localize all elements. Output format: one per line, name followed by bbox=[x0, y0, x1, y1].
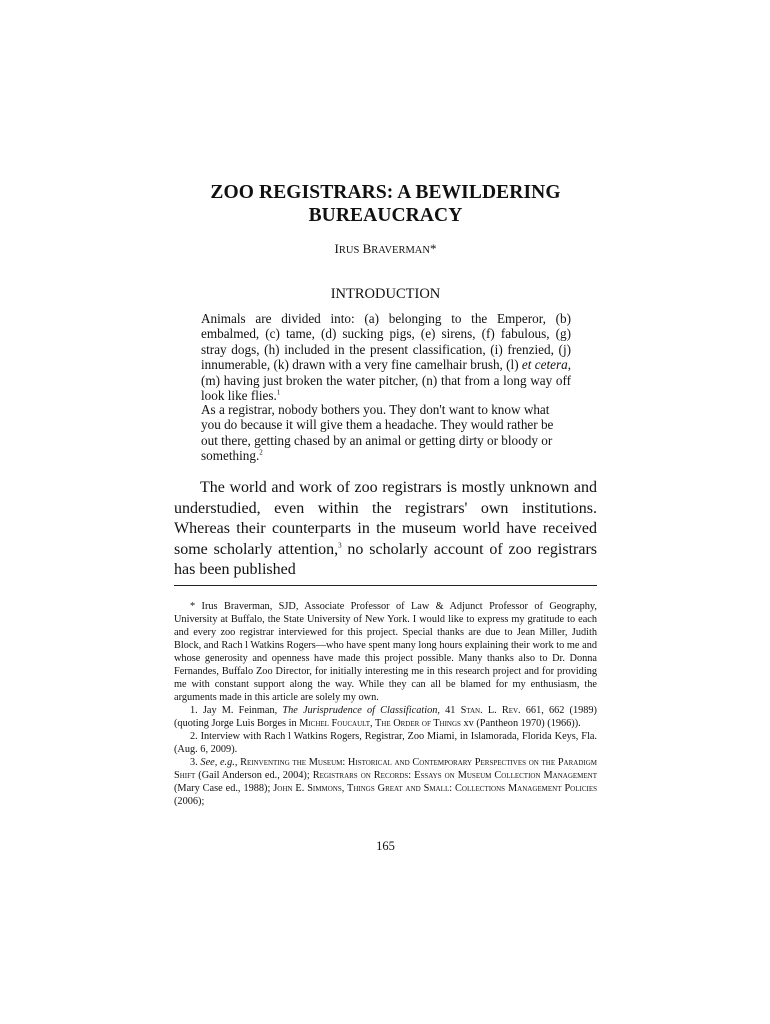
body-paragraph: The world and work of zoo registrars is mostly unknown and understudied, even within the registrars' own institutions. Whereas their counterparts in the museum world have received some scholarly attention,$^3$ no scholarly account of zoo registrars has been published bbox=[174, 479, 598, 578]
footnote-1: 1. Jay M. Feinman, The Jurisprudence of Classification, 41 Stan. L. Rev. 661, 662 (1989) (quoting Jorge Luis Borges in Michel Foucault, The Order of Things xv (Pantheon 1970) (1966)). bbox=[174, 705, 597, 729]
footnote-2: 2. Interview with Rach l Watkins Rogers, Registrar, Zoo Miami, in Islamorada, Florida Keys, Fla. (Aug. 6, 2009). bbox=[174, 731, 597, 755]
footnotes bbox=[174, 600, 597, 808]
section-heading: INTRODUCTION bbox=[330, 286, 441, 302]
footnote-ref-3[interactable]: 3 bbox=[338, 541, 342, 550]
epigraph-2: As a registrar, nobody bothers you. They don't want to know what you do because it will give them a headache. They would rather be out there, getting chased by an animal or getting dirty or bloody or something.$^2$ bbox=[201, 402, 554, 464]
title-line-1: ZOO REGISTRARS: A BEWILDERING bbox=[210, 182, 561, 203]
author-byline: IRUS BRAVERMAN* bbox=[334, 241, 437, 256]
footnote-3: 3. See, e.g., Reinventing the Museum: Historical and Contemporary Perspectives on the Paradigm Shift (Gail Anderson ed., 2004); Registrars on Records: Essays on Museum Collection Management (Mary Case ed., 1988); John E. Simmons, Things Great and Small: Collections Management Policies (2006); bbox=[174, 757, 597, 807]
footnote-ref-1[interactable]: 1 bbox=[276, 388, 281, 397]
footnote-divider bbox=[174, 585, 597, 586]
footnote-author: * Irus Braverman, SJD, Associate Professor of Law & Adjunct Professor of Geography, University at Buffalo, the State University of New York. I would like to express my gratitude to each and every zoo registrar interviewed for this project. Special thanks are due to Jean Miller, Judith Block, and Rach l Watkins Rogers—who have spent many long hours explaining their work to me and whose generosity and openness have made this project possible. Many thanks also to Dr. Donna Fernandes, Buffalo Zoo Director, for initially interesting me in this research project and for providing me with constant support along the way. While they can all be blamed for my enthusiasm, the arguments made in this article are solely my own. bbox=[174, 601, 597, 703]
title-line-2: BUREAUCRACY bbox=[308, 205, 463, 226]
footnote-ref-2[interactable]: 2 bbox=[259, 448, 263, 457]
article-title bbox=[174, 181, 597, 227]
epigraph-1: Animals are divided into: (a) belonging to the Emperor, (b) embalmed, (c) tame, (d) sucking pigs, (e) sirens, (f) fabulous, (g) stray dogs, (h) included in the present classification, (i) frenzied, (j) innumerable, (k) drawn with a very fine camelhair brush, (l) et cetera, (m) having just broken the water pitcher, (n) that from a long way off look like flies.$^1$ bbox=[201, 311, 571, 404]
page-number: 165 bbox=[376, 839, 395, 853]
